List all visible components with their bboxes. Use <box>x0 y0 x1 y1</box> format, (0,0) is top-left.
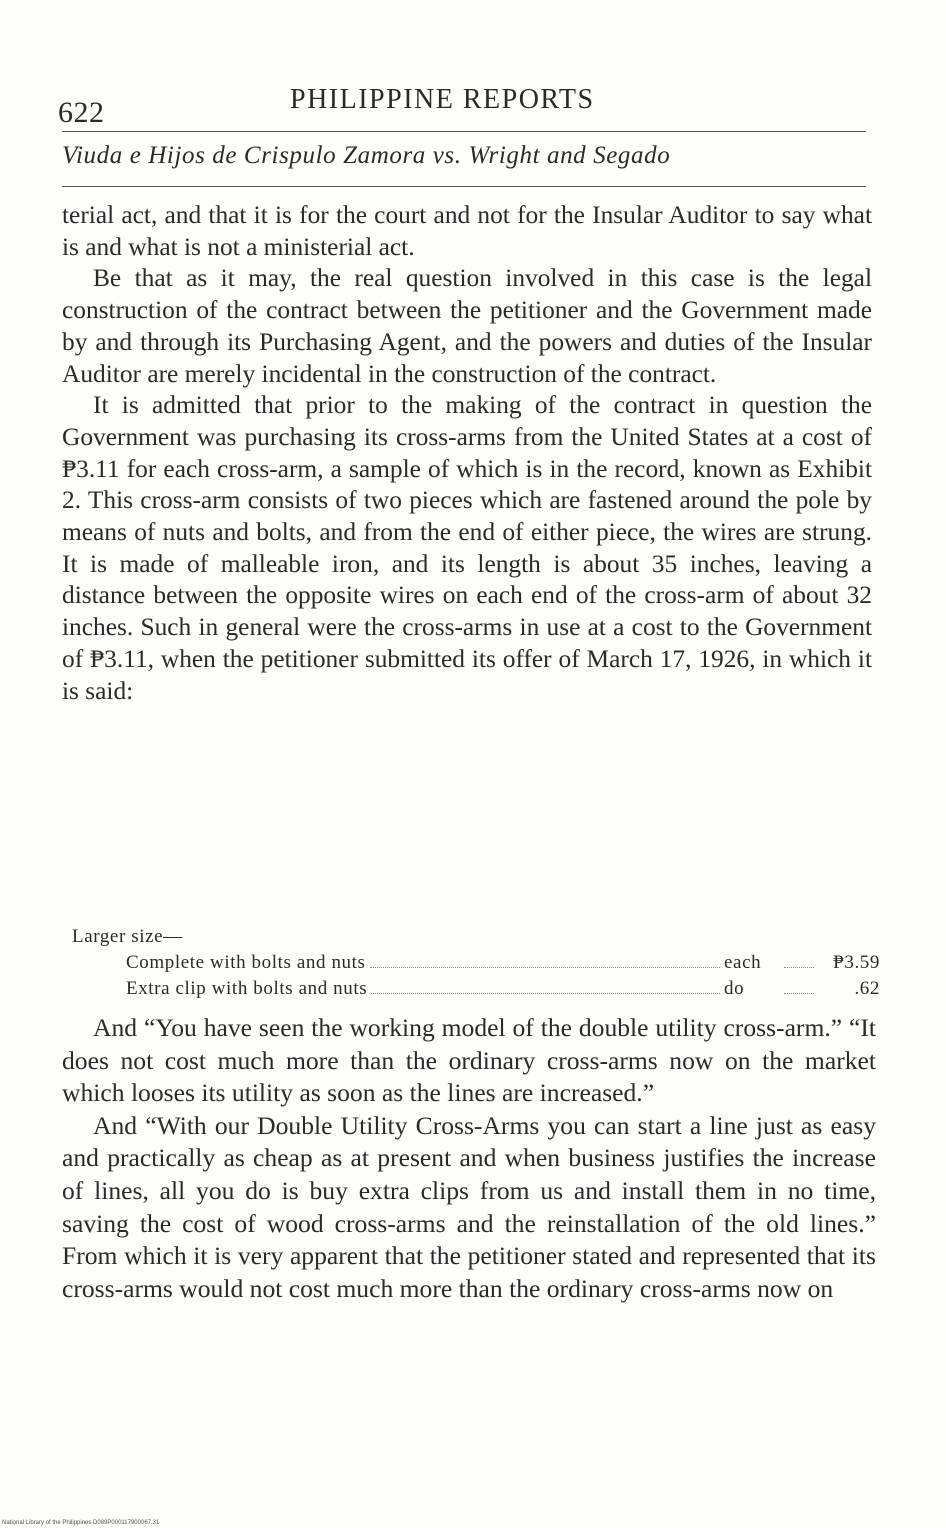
schedule-row <box>126 952 880 978</box>
schedule-row <box>126 978 880 1004</box>
paragraph: And “You have seen the working model of the double utility cross-arm.” “It does not cost much more than the ordinary cross-arms now on the market which looses its utility as soon as the lines are increased.” <box>62 1013 876 1108</box>
body-text-bottom <box>62 1012 876 1305</box>
schedule-item-unit: do <box>724 978 745 999</box>
schedule-item-description: Complete with bolts and nuts <box>126 952 366 973</box>
schedule-heading: Larger size— <box>72 926 183 947</box>
schedule-item-price: ₱3.59 <box>833 952 880 973</box>
header-rule-bottom <box>62 186 866 187</box>
schedule-item-description: Extra clip with bolts and nuts <box>126 978 368 999</box>
paragraph: And “With our Double Utility Cross-Arms you can start a line just as easy and practically as cheap as at present and when business justifies the increase of lines, all you do is buy extra clips from us and install them in no time, saving the cost of wood cross-arms and the reinstallation of the old lines.” From which it is very apparent that the petitioner stated and represented that its cross-arms would not cost much more than the ordinary cross-arms now on <box>62 1110 876 1303</box>
header-rule-top <box>62 131 866 132</box>
paragraph: Be that as it may, the real question involved in this case is the legal construction of the contract between the petitioner and the Government made by and through its Purchasing Agent, and the powers and duties of the Insular Auditor are merely incidental in the construction of the contract. <box>62 264 872 388</box>
leader-dots <box>784 979 814 994</box>
page-number: 622 <box>58 96 105 129</box>
leader-dots <box>784 953 814 968</box>
leader-dots <box>370 953 720 968</box>
schedule-item-price: .62 <box>854 978 880 999</box>
page-header <box>58 84 866 130</box>
leader-dots <box>371 979 720 994</box>
running-title: PHILIPPINE REPORTS <box>290 84 595 115</box>
case-caption: Viuda e Hijos de Crispulo Zamora vs. Wright and Segado <box>62 142 671 169</box>
schedule-item-unit: each <box>724 952 762 973</box>
paragraph: It is admitted that prior to the making of the contract in question the Government was purchasing its cross-arms from the United States at a cost of ₱3.11 for each cross-arm, a sample of which is in the record, known as Exhibit 2. This cross-arm consists of two pieces which are fastened around the pole by means of nuts and bolts, and from the end of either piece, the wires are strung. It is made of malleable iron, and its length is about 35 inches, leaving a distance between the opposite wires on each end of the cross-arm of about 32 inches. Such in general were the cross-arms in use at a cost to the Government of ₱3.11, when the petitioner submitted its offer of March 17, 1926, in which it is said: <box>62 391 872 705</box>
price-schedule <box>72 926 880 1004</box>
source-footer: National Library of the Philippines D089P000117900067.31 <box>2 1520 160 1526</box>
body-text-top <box>62 200 872 707</box>
paragraph: terial act, and that it is for the court and not for the Insular Auditor to say what is and what is not a ministerial act. <box>62 201 872 261</box>
